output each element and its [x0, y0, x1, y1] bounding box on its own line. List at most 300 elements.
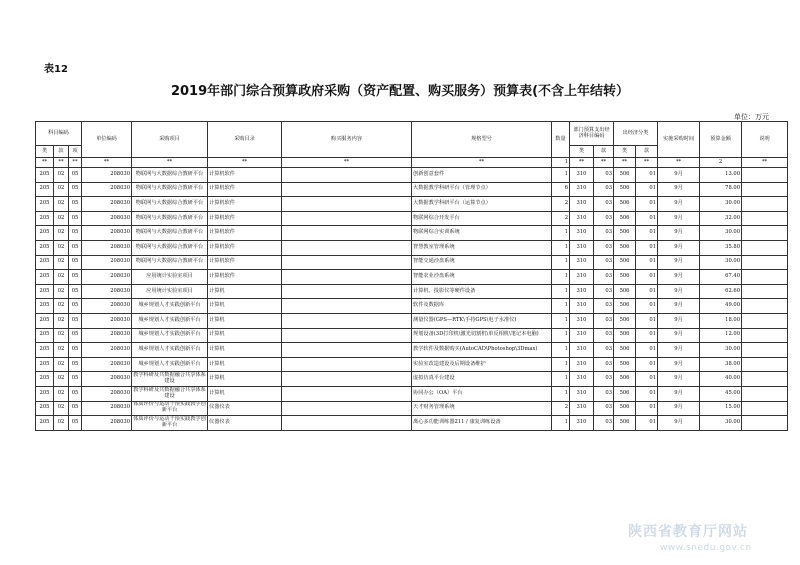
cell-e1: 506	[614, 416, 636, 431]
cell-spec: 智能交通沙盘系统	[412, 255, 552, 270]
cell-lei: 205	[36, 284, 54, 299]
header-kuan: 款	[54, 146, 69, 158]
table-row	[36, 416, 788, 431]
cell-qty: 6	[552, 182, 570, 197]
cell-d1: 310	[570, 211, 594, 226]
cell-note	[742, 416, 788, 431]
cell-amount: 62.60	[700, 284, 742, 299]
cell-e2: 01	[636, 197, 658, 212]
header-dept-code: 部门预算支出经济科目编码	[570, 122, 614, 146]
cell-amount: 30.00	[700, 343, 742, 358]
cell-unit: 208030	[82, 357, 132, 372]
watermark-url: www.snedu.gov.cn	[660, 543, 752, 553]
cell-time: 9月	[658, 401, 700, 416]
cell-lei: 205	[36, 343, 54, 358]
cell-kuan: 02	[54, 401, 69, 416]
marker-cell: **	[742, 158, 788, 168]
cell-e1: 506	[614, 197, 636, 212]
cell-lei: 205	[36, 255, 54, 270]
cell-e1: 506	[614, 299, 636, 314]
cell-d2: 03	[594, 211, 614, 226]
marker-cell: **	[82, 158, 132, 168]
cell-service	[282, 240, 412, 255]
cell-amount: 78.00	[700, 182, 742, 197]
cell-catalog: 计算机	[208, 299, 282, 314]
cell-kuan: 02	[54, 313, 69, 328]
marker-cell: **	[54, 158, 69, 168]
cell-unit: 208030	[82, 328, 132, 343]
table-row	[36, 197, 788, 212]
cell-e2: 01	[636, 313, 658, 328]
cell-unit: 208030	[82, 343, 132, 358]
header-unit-code: 单位编码	[82, 122, 132, 158]
cell-catalog: 计算机软件	[208, 270, 282, 285]
cell-catalog: 计算机软件	[208, 197, 282, 212]
cell-service	[282, 372, 412, 387]
marker-cell: **	[614, 158, 636, 168]
cell-e1: 506	[614, 211, 636, 226]
marker-cell: **	[36, 158, 54, 168]
cell-lei: 205	[36, 372, 54, 387]
header-econ-class: 出经济分类	[614, 122, 658, 146]
cell-spec: 计算机、投影仪等硬件设备	[412, 284, 552, 299]
cell-qty: 1	[552, 372, 570, 387]
table-row	[36, 211, 788, 226]
cell-project: 城乡规划人才实践创新平台	[132, 299, 208, 314]
cell-kuan: 02	[54, 328, 69, 343]
marker-cell: **	[570, 158, 594, 168]
marker-cell: **	[208, 158, 282, 168]
cell-lei: 205	[36, 182, 54, 197]
cell-catalog: 计算机	[208, 343, 282, 358]
marker-cell: 2	[700, 158, 742, 168]
cell-spec: 教学软件及数据购买(AutoCAD\Photoshop\3Dmax)	[412, 343, 552, 358]
cell-note	[742, 357, 788, 372]
cell-xiang: 05	[69, 255, 82, 270]
cell-e2: 01	[636, 255, 658, 270]
cell-d2: 03	[594, 197, 614, 212]
cell-service	[282, 299, 412, 314]
cell-note	[742, 343, 788, 358]
header-dept-lei: 类	[570, 146, 594, 158]
header-time: 实施采购时间	[658, 122, 700, 158]
cell-unit: 208030	[82, 372, 132, 387]
cell-e2: 01	[636, 211, 658, 226]
cell-spec: 智慧教室管理系统	[412, 240, 552, 255]
cell-d1: 310	[570, 401, 594, 416]
cell-e1: 506	[614, 240, 636, 255]
header-project: 采购项目	[132, 122, 208, 158]
cell-kuan: 02	[54, 270, 69, 285]
cell-qty: 1	[552, 255, 570, 270]
cell-unit: 208030	[82, 401, 132, 416]
cell-qty: 1	[552, 386, 570, 401]
cell-xiang: 05	[69, 168, 82, 183]
cell-catalog: 计算机	[208, 328, 282, 343]
table-row	[36, 284, 788, 299]
marker-cell: **	[69, 158, 82, 168]
cell-kuan: 02	[54, 226, 69, 241]
cell-d1: 310	[570, 416, 594, 431]
cell-amount: 35.80	[700, 240, 742, 255]
cell-xiang: 05	[69, 386, 82, 401]
cell-d1: 310	[570, 357, 594, 372]
cell-catalog: 计算机	[208, 386, 282, 401]
cell-d2: 03	[594, 386, 614, 401]
cell-time: 9月	[658, 313, 700, 328]
cell-project: 体质评价与运动干预实践教学创新平台	[132, 416, 208, 431]
cell-unit: 208030	[82, 240, 132, 255]
cell-time: 9月	[658, 328, 700, 343]
cell-e1: 506	[614, 182, 636, 197]
cell-e1: 506	[614, 168, 636, 183]
cell-xiang: 05	[69, 313, 82, 328]
cell-d2: 03	[594, 182, 614, 197]
cell-e1: 506	[614, 284, 636, 299]
cell-catalog: 计算机软件	[208, 182, 282, 197]
cell-qty: 2	[552, 197, 570, 212]
cell-d2: 03	[594, 328, 614, 343]
cell-project: 物联网与大数据综合教研平台	[132, 240, 208, 255]
table-row	[36, 328, 788, 343]
cell-xiang: 05	[69, 299, 82, 314]
table-row	[36, 357, 788, 372]
cell-spec: 大数据教学科研平台（管理节点）	[412, 182, 552, 197]
cell-note	[742, 299, 788, 314]
cell-project: 教学科研及共数据融合共享体系建设	[132, 372, 208, 387]
marker-cell: 1	[552, 158, 570, 168]
cell-catalog: 仪器仪表	[208, 401, 282, 416]
cell-d1: 310	[570, 313, 594, 328]
cell-d1: 310	[570, 328, 594, 343]
cell-kuan: 02	[54, 182, 69, 197]
cell-project: 应用统计实验室项目	[132, 284, 208, 299]
cell-catalog: 仪器仪表	[208, 416, 282, 431]
cell-e1: 506	[614, 226, 636, 241]
cell-catalog: 计算机软件	[208, 240, 282, 255]
cell-kuan: 02	[54, 416, 69, 431]
cell-project: 城乡规划人才实践创新平台	[132, 328, 208, 343]
table-row	[36, 313, 788, 328]
cell-e1: 506	[614, 343, 636, 358]
cell-xiang: 05	[69, 182, 82, 197]
marker-cell: **	[636, 158, 658, 168]
cell-unit: 208030	[82, 386, 132, 401]
cell-spec: 实验室改造建设及后期设备维护	[412, 357, 552, 372]
cell-project: 城乡规划人才实践创新平台	[132, 357, 208, 372]
budget-table	[35, 121, 788, 431]
cell-d2: 03	[594, 168, 614, 183]
cell-lei: 205	[36, 240, 54, 255]
cell-kuan: 02	[54, 284, 69, 299]
cell-qty: 1	[552, 299, 570, 314]
header-econ-lei: 类	[614, 146, 636, 158]
cell-spec: 虚拟仿真平台建设	[412, 372, 552, 387]
cell-e2: 01	[636, 372, 658, 387]
cell-time: 9月	[658, 240, 700, 255]
table-row	[36, 386, 788, 401]
cell-time: 9月	[658, 343, 700, 358]
cell-service	[282, 416, 412, 431]
header-dept-kuan: 款	[594, 146, 614, 158]
cell-lei: 205	[36, 328, 54, 343]
cell-d2: 03	[594, 357, 614, 372]
cell-d2: 03	[594, 240, 614, 255]
cell-amount: 40.00	[700, 372, 742, 387]
cell-amount: 32.00	[700, 211, 742, 226]
cell-d2: 03	[594, 372, 614, 387]
cell-unit: 208030	[82, 270, 132, 285]
cell-project: 教学科研及共数据融合共享体系建设	[132, 386, 208, 401]
cell-qty: 1	[552, 270, 570, 285]
cell-xiang: 05	[69, 357, 82, 372]
cell-spec: 物联网综合开发平台	[412, 211, 552, 226]
cell-qty: 1	[552, 357, 570, 372]
cell-project: 物联网与大数据综合教研平台	[132, 226, 208, 241]
cell-catalog: 计算机软件	[208, 226, 282, 241]
cell-e1: 506	[614, 270, 636, 285]
cell-service	[282, 226, 412, 241]
cell-xiang: 05	[69, 343, 82, 358]
cell-service	[282, 197, 412, 212]
marker-cell: **	[282, 158, 412, 168]
cell-kuan: 02	[54, 299, 69, 314]
cell-lei: 205	[36, 357, 54, 372]
cell-unit: 208030	[82, 182, 132, 197]
table-row	[36, 255, 788, 270]
unit-label: 单位：万元	[734, 113, 769, 121]
cell-time: 9月	[658, 299, 700, 314]
cell-qty: 1	[552, 226, 570, 241]
cell-service	[282, 255, 412, 270]
cell-note	[742, 182, 788, 197]
cell-d1: 310	[570, 240, 594, 255]
cell-service	[282, 386, 412, 401]
table-row	[36, 401, 788, 416]
cell-amount: 38.00	[700, 357, 742, 372]
cell-unit: 208030	[82, 168, 132, 183]
cell-e2: 01	[636, 270, 658, 285]
cell-note	[742, 270, 788, 285]
cell-service	[282, 357, 412, 372]
cell-qty: 1	[552, 284, 570, 299]
cell-service	[282, 401, 412, 416]
cell-service	[282, 211, 412, 226]
cell-spec: 大数据教学科研平台（运算节点）	[412, 197, 552, 212]
cell-project: 物联网与大数据综合教研平台	[132, 168, 208, 183]
cell-lei: 205	[36, 416, 54, 431]
cell-unit: 208030	[82, 416, 132, 431]
cell-lei: 205	[36, 197, 54, 212]
cell-d2: 03	[594, 226, 614, 241]
cell-d1: 310	[570, 168, 594, 183]
cell-amount: 49.00	[700, 299, 742, 314]
cell-time: 9月	[658, 357, 700, 372]
cell-project: 物联网与大数据综合教研平台	[132, 182, 208, 197]
cell-d2: 03	[594, 284, 614, 299]
cell-service	[282, 284, 412, 299]
table-row	[36, 168, 788, 183]
cell-note	[742, 197, 788, 212]
cell-time: 9月	[658, 372, 700, 387]
cell-time: 9月	[658, 255, 700, 270]
cell-xiang: 05	[69, 197, 82, 212]
header-amount: 预算金额	[700, 122, 742, 158]
cell-unit: 208030	[82, 299, 132, 314]
cell-service	[282, 182, 412, 197]
cell-d2: 03	[594, 416, 614, 431]
cell-unit: 208030	[82, 197, 132, 212]
cell-amount: 30.00	[700, 226, 742, 241]
cell-qty: 1	[552, 168, 570, 183]
cell-kuan: 02	[54, 197, 69, 212]
table-row	[36, 270, 788, 285]
cell-spec: 创新创意套件	[412, 168, 552, 183]
cell-qty: 1	[552, 343, 570, 358]
cell-xiang: 05	[69, 401, 82, 416]
header-econ-kuan: 款	[636, 146, 658, 158]
cell-catalog: 计算机	[208, 313, 282, 328]
cell-service	[282, 168, 412, 183]
header-xiang: 项	[69, 146, 82, 158]
cell-project: 物联网与大数据综合教研平台	[132, 211, 208, 226]
cell-e2: 01	[636, 416, 658, 431]
cell-note	[742, 401, 788, 416]
cell-kuan: 02	[54, 168, 69, 183]
header-service: 购买服务内容	[282, 122, 412, 158]
cell-d1: 310	[570, 226, 594, 241]
cell-amount: 30.00	[700, 197, 742, 212]
cell-e1: 506	[614, 357, 636, 372]
marker-cell: **	[594, 158, 614, 168]
cell-time: 9月	[658, 416, 700, 431]
cell-spec: 天才财务管理系统	[412, 401, 552, 416]
marker-cell: **	[132, 158, 208, 168]
cell-qty: 2	[552, 211, 570, 226]
cell-e1: 506	[614, 313, 636, 328]
cell-d2: 03	[594, 299, 614, 314]
marker-cell: **	[658, 158, 700, 168]
cell-unit: 208030	[82, 226, 132, 241]
table-number: 表12	[44, 64, 68, 75]
cell-project: 应用统计实验室项目	[132, 270, 208, 285]
cell-time: 9月	[658, 270, 700, 285]
cell-kuan: 02	[54, 357, 69, 372]
marker-cell: **	[412, 158, 552, 168]
cell-kuan: 02	[54, 211, 69, 226]
cell-amount: 67.40	[700, 270, 742, 285]
cell-e1: 506	[614, 401, 636, 416]
header-spec: 规格型号	[412, 122, 552, 158]
cell-xiang: 05	[69, 211, 82, 226]
cell-d1: 310	[570, 372, 594, 387]
cell-unit: 208030	[82, 284, 132, 299]
cell-time: 9月	[658, 226, 700, 241]
cell-amount: 30.00	[700, 255, 742, 270]
cell-e2: 01	[636, 401, 658, 416]
cell-lei: 205	[36, 313, 54, 328]
cell-service	[282, 270, 412, 285]
cell-e2: 01	[636, 299, 658, 314]
cell-d1: 310	[570, 386, 594, 401]
cell-lei: 205	[36, 386, 54, 401]
cell-kuan: 02	[54, 255, 69, 270]
cell-d1: 310	[570, 182, 594, 197]
cell-catalog: 计算机	[208, 372, 282, 387]
cell-note	[742, 255, 788, 270]
cell-e2: 01	[636, 357, 658, 372]
table-row	[36, 182, 788, 197]
cell-d1: 310	[570, 343, 594, 358]
cell-amount: 45.00	[700, 386, 742, 401]
cell-xiang: 05	[69, 328, 82, 343]
cell-service	[282, 328, 412, 343]
table-header	[36, 122, 788, 168]
cell-lei: 205	[36, 168, 54, 183]
cell-note	[742, 328, 788, 343]
cell-time: 9月	[658, 211, 700, 226]
cell-project: 体质评价与运动干预实践教学创新平台	[132, 401, 208, 416]
cell-spec: 协同办公（OA）平台	[412, 386, 552, 401]
cell-time: 9月	[658, 284, 700, 299]
cell-note	[742, 313, 788, 328]
cell-lei: 205	[36, 211, 54, 226]
cell-xiang: 05	[69, 240, 82, 255]
cell-spec: 智能农业沙盘系统	[412, 270, 552, 285]
cell-qty: 1	[552, 240, 570, 255]
cell-amount: 13.00	[700, 168, 742, 183]
cell-amount: 18.00	[700, 313, 742, 328]
cell-catalog: 计算机	[208, 284, 282, 299]
header-lei: 类	[36, 146, 54, 158]
cell-lei: 205	[36, 226, 54, 241]
table-row	[36, 372, 788, 387]
cell-d2: 03	[594, 401, 614, 416]
cell-service	[282, 313, 412, 328]
cell-note	[742, 284, 788, 299]
header-qty: 数量	[552, 122, 570, 158]
cell-e2: 01	[636, 226, 658, 241]
cell-note	[742, 211, 788, 226]
cell-note	[742, 386, 788, 401]
cell-d1: 310	[570, 255, 594, 270]
cell-project: 城乡规划人才实践创新平台	[132, 343, 208, 358]
cell-unit: 208030	[82, 255, 132, 270]
cell-service	[282, 343, 412, 358]
watermark-logo: 陕西省教育厅网站	[628, 524, 748, 540]
cell-d1: 310	[570, 270, 594, 285]
cell-d1: 310	[570, 299, 594, 314]
cell-d1: 310	[570, 197, 594, 212]
cell-e1: 506	[614, 386, 636, 401]
cell-e1: 506	[614, 372, 636, 387]
cell-xiang: 05	[69, 270, 82, 285]
cell-d2: 03	[594, 255, 614, 270]
cell-note	[742, 240, 788, 255]
cell-spec: 软件及数据库	[412, 299, 552, 314]
cell-e2: 01	[636, 386, 658, 401]
cell-time: 9月	[658, 182, 700, 197]
cell-spec: 测量仪器(GPS—RTK\手持GPS\电子水准仪)	[412, 313, 552, 328]
cell-spec: 规划设备(3D打印机\激光切割机\单反相机\笔记本电脑)	[412, 328, 552, 343]
cell-d1: 310	[570, 284, 594, 299]
table-row	[36, 343, 788, 358]
cell-e1: 506	[614, 255, 636, 270]
cell-catalog: 计算机软件	[208, 255, 282, 270]
cell-d2: 03	[594, 313, 614, 328]
header-note: 说明	[742, 122, 788, 158]
cell-e2: 01	[636, 343, 658, 358]
